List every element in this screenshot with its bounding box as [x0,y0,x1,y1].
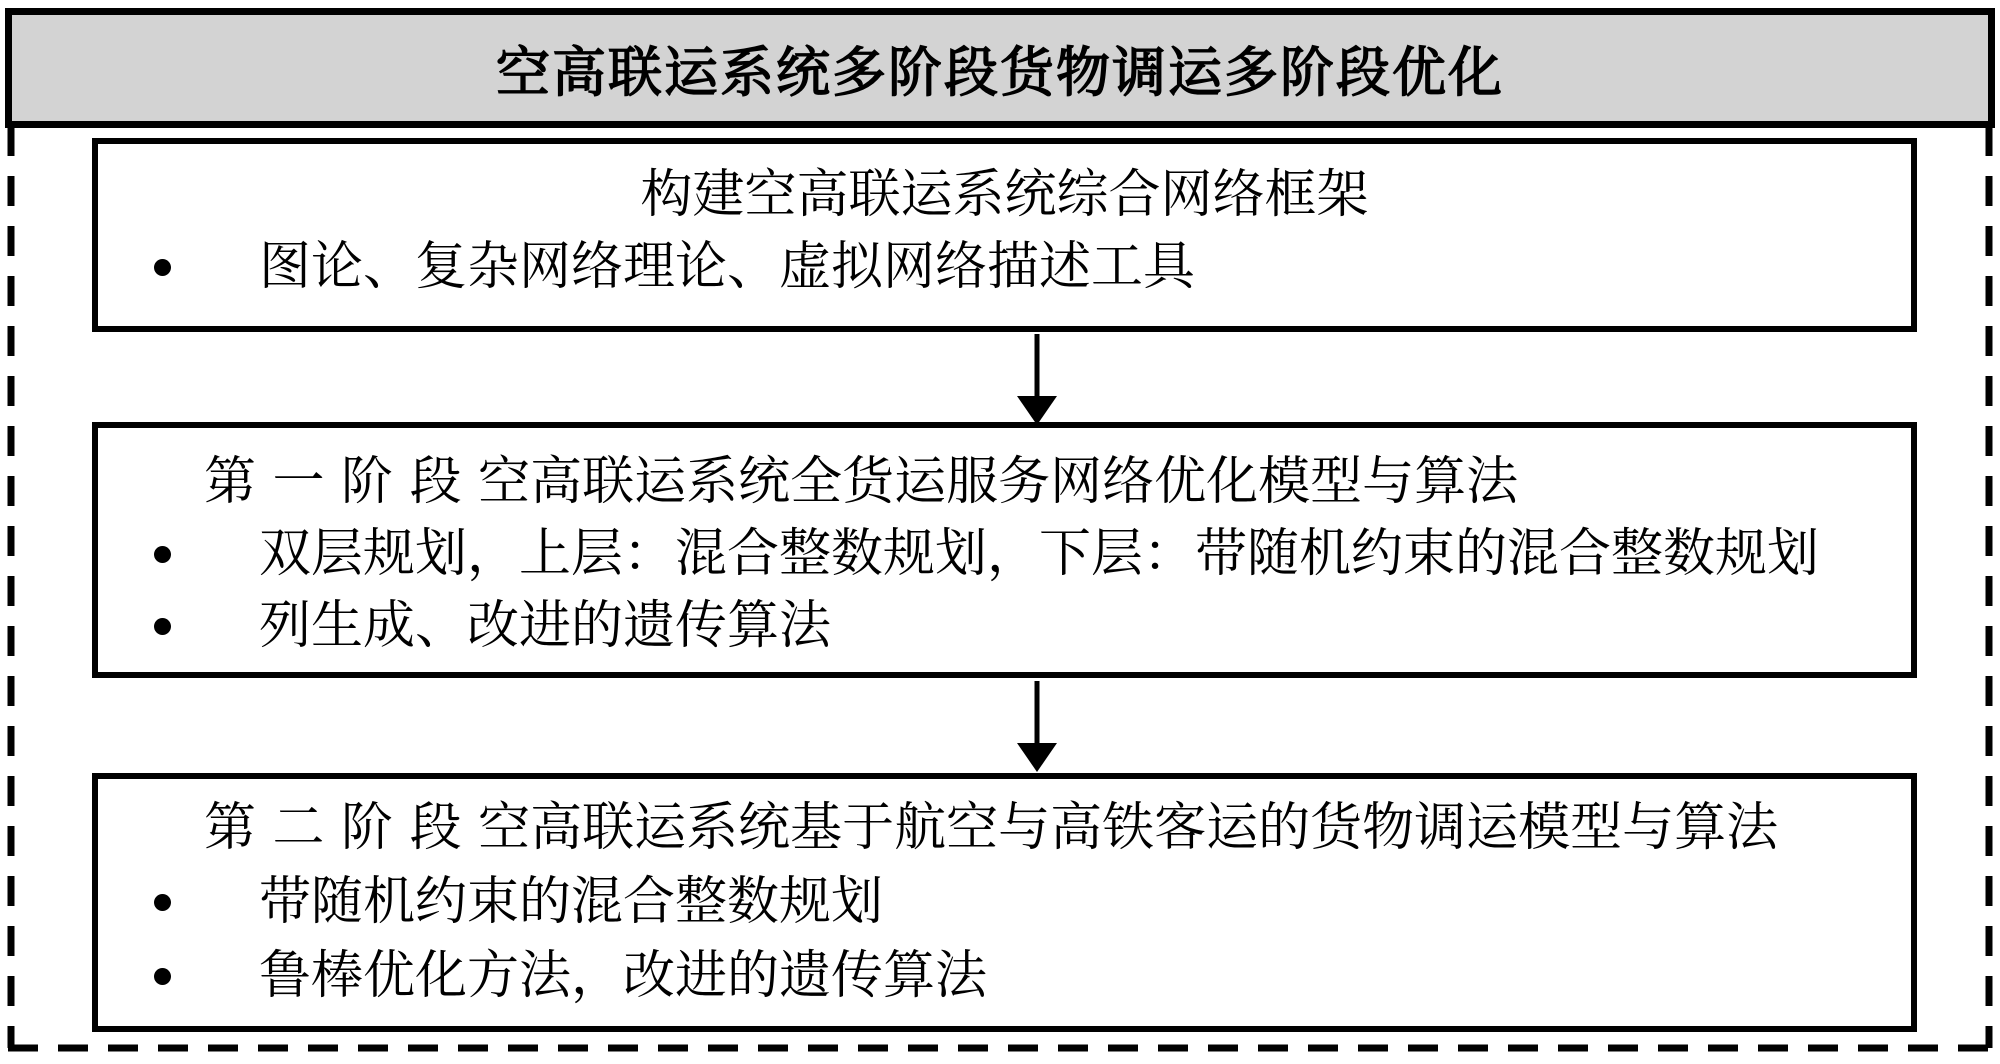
diagram-title-bar [5,8,1995,128]
bullet-dot-icon [154,968,171,985]
bullet-text: 列生成、改进的遗传算法 [259,596,832,656]
box-stage-one [92,422,1917,678]
bullet-row [98,865,1911,939]
box-heading-row [98,159,1911,231]
box-heading: 第 一 阶 段 空高联运系统全货运服务网络优化模型与算法 [204,452,1519,512]
bullet-row [98,518,1911,590]
bullet-dot-icon [154,546,171,563]
box-heading: 构建空高联运系统综合网络框架 [640,165,1369,225]
box-heading-row [98,791,1911,865]
down-arrow-icon [1017,334,1057,425]
bullet-row [98,231,1911,303]
box-stage-two [92,773,1917,1032]
bullet-text: 双层规划，上层：混合整数规划，下层：带随机约束的混合整数规划 [259,524,1820,584]
bullet-dot-icon [154,618,171,635]
bullet-text: 带随机约束的混合整数规划 [259,872,884,932]
bullet-text: 鲁棒优化方法，改进的遗传算法 [259,946,988,1006]
bullet-dot-icon [154,894,171,911]
box-heading: 第 二 阶 段 空高联运系统基于航空与高铁客运的货物调运模型与算法 [204,798,1779,858]
bullet-dot-icon [154,259,171,276]
box-network-framework [92,138,1917,332]
bullet-row [98,590,1911,662]
box-heading-row [98,446,1911,518]
down-arrow-icon [1017,681,1057,772]
bullet-row [98,939,1911,1013]
diagram-title: 空高联运系统多阶段货物调运多阶段优化 [496,39,1504,104]
bullet-text: 图论、复杂网络理论、虚拟网络描述工具 [259,237,1196,297]
